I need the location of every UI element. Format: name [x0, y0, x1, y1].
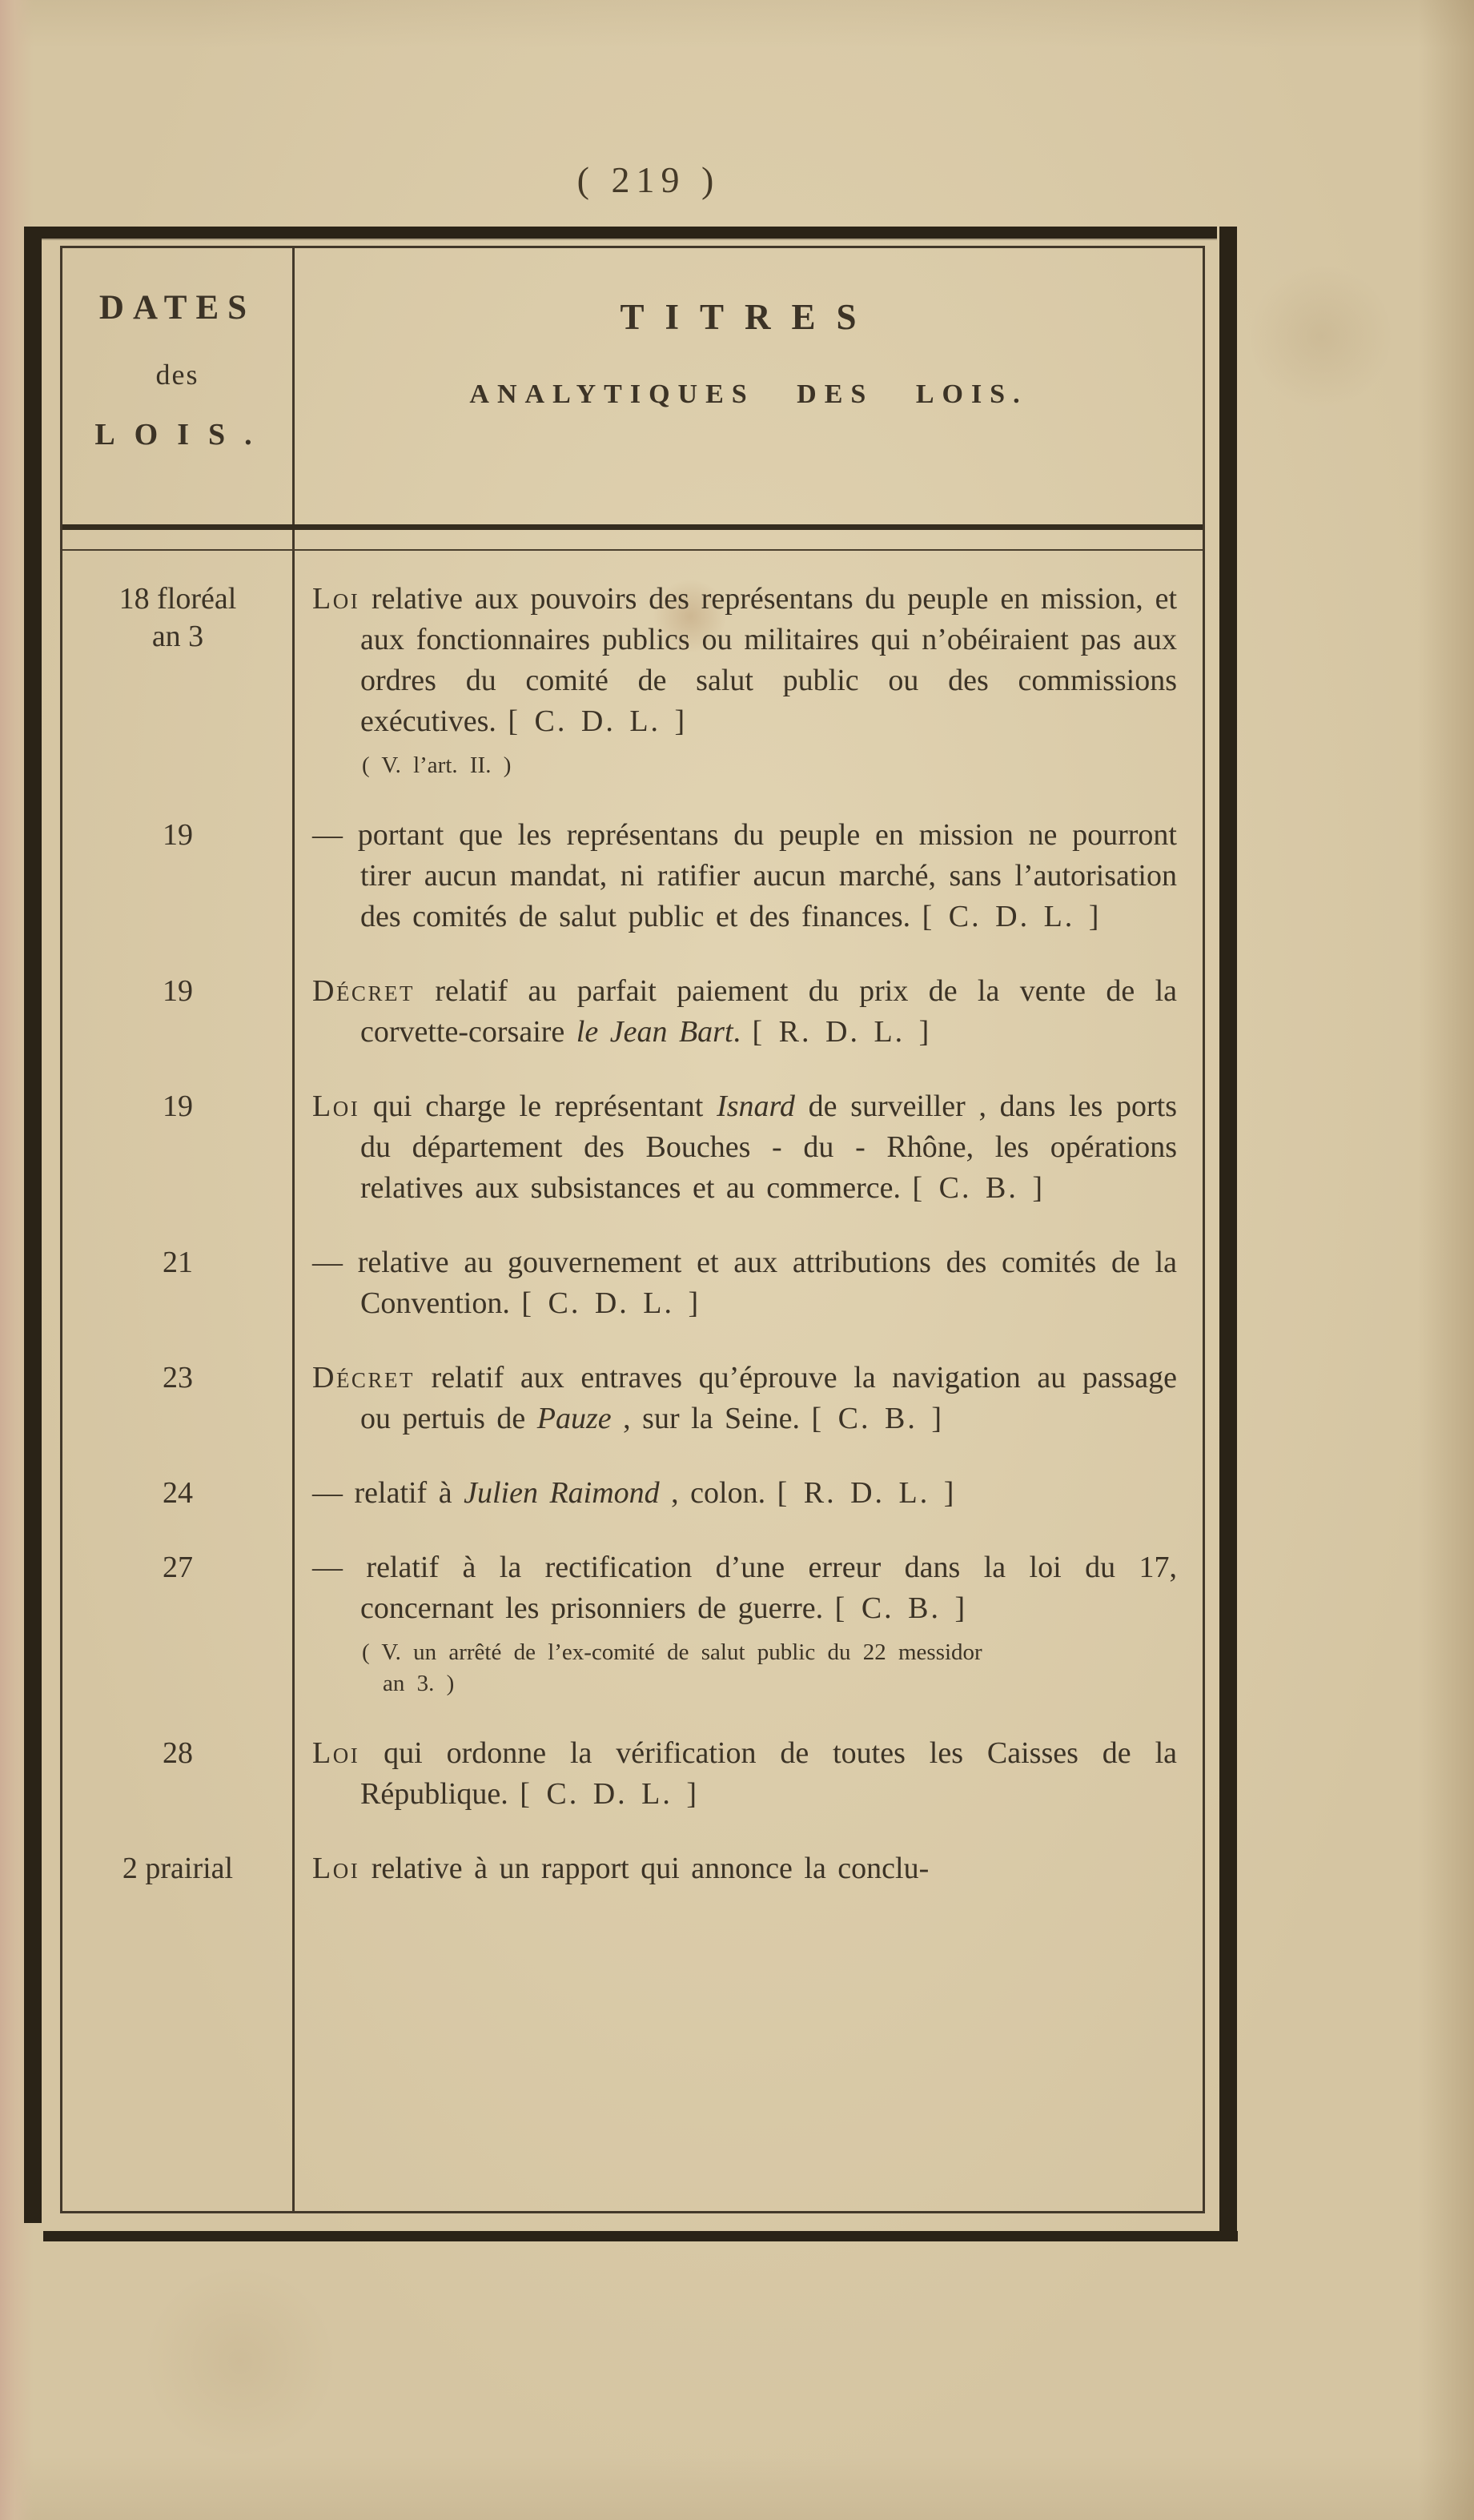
frame-bottom-bar	[43, 2231, 1238, 2241]
frame-right-bar	[1219, 227, 1237, 2241]
law-date: 23	[163, 1361, 193, 1394]
table-row	[62, 1848, 1203, 1889]
law-title: — relatif à Julien Raimond , colon. [ R. D. L. ]	[312, 1476, 957, 1510]
dates-label: DATES	[98, 289, 256, 327]
law-title: Loi relative à un rapport qui annonce la conclu-	[312, 1852, 930, 1885]
law-date: 19	[163, 1089, 193, 1123]
law-footnote: ( V. l’art. II. )	[362, 752, 512, 778]
law-date: 2 prairial	[122, 1852, 234, 1885]
law-title: — portant que les représentans du peuple en mission ne pourront tirer aucun mandat, ni ratifier aucun marché, sans l’autorisation des comités de salut public et des finances. [ C. D. L. ]	[312, 818, 1177, 933]
law-date: 18 floréal an 3	[118, 582, 237, 653]
table-row	[62, 1242, 1203, 1324]
law-table	[24, 227, 1238, 2241]
table-row	[62, 1473, 1203, 1514]
table-body	[62, 556, 1203, 1923]
table-row	[62, 579, 1203, 781]
law-title: Loi qui ordonne la vérification de toutes les Caisses de la République. [ C. D. L. ]	[312, 1736, 1177, 1811]
law-date: 21	[163, 1246, 193, 1279]
law-date: 28	[163, 1736, 193, 1770]
frame-left-bar	[24, 227, 42, 2223]
law-date: 19	[163, 974, 193, 1008]
law-title: Loi qui charge le représentant Isnard de surveiller , dans les ports du département des Bouches - du - Rhône, les opérations relatives aux subsistances et au commerce. [ C. B. ]	[312, 1089, 1178, 1205]
law-date: 19	[163, 818, 193, 852]
table-row	[62, 815, 1203, 937]
titres-label: TITRES	[620, 297, 878, 337]
page-number: ( 219 )	[576, 159, 721, 200]
law-title: Décret relatif aux entraves qu’éprouve la navigation au passage ou pertuis de Pauze , sur la Seine. [ C. B. ]	[312, 1361, 1177, 1435]
law-footnote: ( V. un arrêté de l’ex-comité de salut public du 22 messidor an 3. )	[362, 1639, 982, 1696]
law-title: Décret relatif au parfait paiement du prix de la vente de la corvette-corsaire le Jean Bart. [ R. D. L. ]	[312, 974, 1177, 1049]
law-date: 24	[163, 1476, 193, 1510]
law-title: Loi relative aux pouvoirs des représentans du peuple en mission, et aux fonctionnaires publics ou militaires qui n’obéiraient pas aux ordres du comité de salut public ou des commissions exécutives. [ C. D. L. ] ( V. l’art. II. )	[293, 579, 1203, 781]
header-rule-thin	[62, 549, 1203, 551]
frame-top-bar	[24, 227, 1217, 239]
table-row	[62, 971, 1203, 1053]
header-col-titles	[295, 248, 1203, 524]
header-col-dates	[62, 248, 292, 524]
dates-lois-label: LOIS.	[94, 418, 271, 451]
header-rule-thick	[62, 524, 1203, 530]
table-row	[62, 1358, 1203, 1439]
table-row	[62, 1733, 1203, 1815]
law-title: — relatif à la rectification d’une erreur dans la loi du 17, concernant les prisonniers de guerre. [ C. B. ] ( V. un arrêté de l’ex-comité de salut public du 22 messidor an 3. )	[293, 1547, 1203, 1699]
table-row	[62, 1547, 1203, 1699]
law-title: — relative au gouvernement et aux attributions des comités de la Convention. [ C. D. L. ]	[312, 1246, 1177, 1320]
table-row	[62, 1086, 1203, 1209]
analytiques-label: ANALYTIQUES DES LOIS.	[469, 379, 1028, 409]
dates-des-label: des	[155, 359, 199, 391]
law-date: 27	[163, 1551, 193, 1584]
